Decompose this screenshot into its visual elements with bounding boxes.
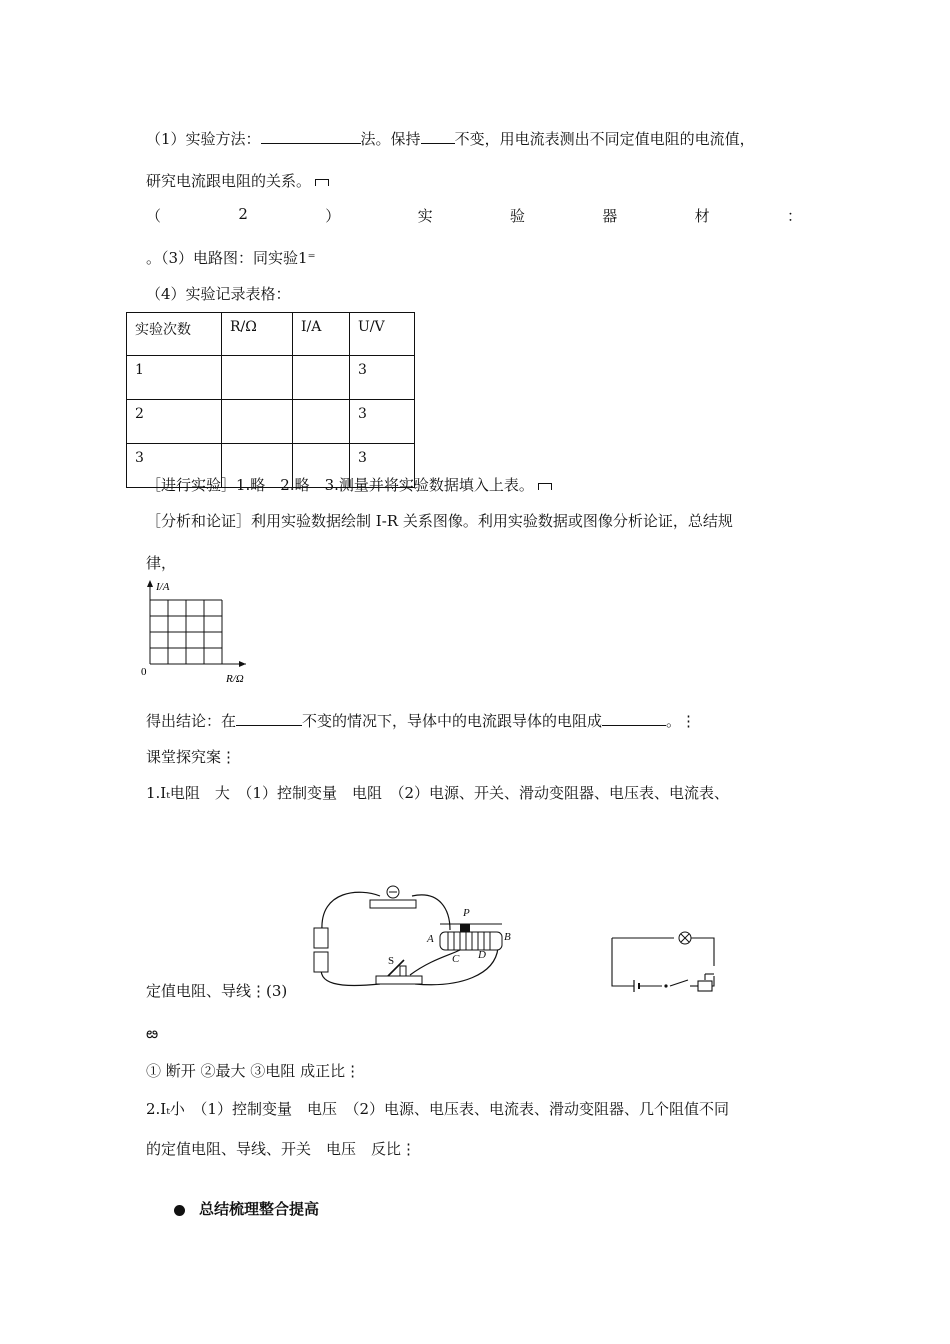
paragraph-mark [315, 179, 329, 186]
answer-1-line: 1.Iₜ电阻 大 （1）控制变量 电阻 （2）电源、开关、滑动变阻器、电压表、电流表、 [146, 784, 730, 802]
x-axis-label: R/Ω [226, 673, 244, 685]
scribble-mark: ఴ [146, 1024, 159, 1042]
table-cell [293, 356, 350, 400]
table-cell [222, 356, 293, 400]
paragraph-mark [538, 483, 552, 490]
terminal-label: B [504, 931, 511, 943]
terminal-label: C [452, 953, 460, 965]
answer-2-cont-line: 的定值电阻、导线、开关 电压 反比⋮ [146, 1140, 417, 1158]
record-table [126, 312, 415, 488]
circuit-schematic [604, 928, 724, 998]
relation-blank [602, 711, 666, 726]
y-arrow-icon [147, 580, 153, 587]
x-arrow-icon [239, 661, 246, 667]
y-axis-label: I/A [156, 581, 170, 593]
table-cell: 3 [127, 444, 222, 488]
table-cell: 1 [127, 356, 222, 400]
battery-icon [314, 928, 328, 972]
method-line: （1）实验方法： 法。保持 不变，用电流表测出不同定值电阻的电流值， [146, 130, 755, 148]
equipment-line: （ 2 ） 实 验 器 材 ： [146, 205, 802, 225]
table-row [127, 400, 415, 444]
table-header: I/A [293, 313, 350, 356]
answer-1-wire-line: 定值电阻、导线⋮(3) [146, 982, 288, 1000]
lamp-symbol-icon [679, 932, 691, 944]
method-blank [261, 129, 361, 144]
table-cell: 2 [127, 400, 222, 444]
study-line: 研究电流跟电阻的关系。 [146, 170, 329, 191]
answer-steps-line: ① 断开 ②最大 ③电阻 成正比⋮ [146, 1062, 361, 1080]
answer-2-line: 2.Iₜ小 （1）控制变量 电压 （2）电源、电压表、电流表、滑动变阻器、几个阻值不同 [146, 1100, 730, 1118]
table-cell: 3 [350, 356, 415, 400]
circuit-diagram-line: 。（3）电路图：同实验1⁼ [146, 249, 316, 267]
table-header: 实验次数 [127, 313, 222, 356]
table-header: R/Ω [222, 313, 293, 356]
summary-heading: 总结梳理整合提高 [174, 1198, 319, 1219]
switch-label: S [388, 955, 395, 967]
table-header-row [127, 313, 415, 356]
record-table-heading: （4）实验记录表格： [146, 285, 291, 303]
terminal-label: A [427, 933, 434, 945]
table-cell: 3 [350, 400, 415, 444]
terminal-label: P [463, 907, 470, 919]
analysis-line: ［分析和论证］利用实验数据绘制 I-R 关系图像。利用实验数据或图像分析论证，总结规 [146, 512, 733, 530]
table-row [127, 356, 415, 400]
law-line: 律， [146, 554, 177, 572]
condition-blank [236, 711, 302, 726]
switch-contact-icon [664, 984, 667, 987]
ir-graph [138, 576, 258, 688]
experiment-line: ［进行实验］1.略 2.略 3.测量并将实验数据填入上表。 [146, 474, 552, 495]
terminal-label: D [478, 949, 486, 961]
table-cell [293, 400, 350, 444]
table-cell [222, 400, 293, 444]
rheostat-icon [440, 924, 502, 950]
lamp-icon [370, 886, 416, 908]
bullet-icon [174, 1205, 185, 1216]
constant-blank [421, 129, 455, 144]
section-heading: 课堂探究案⋮ [146, 748, 237, 766]
table-header: U/V [350, 313, 415, 356]
conclusion-line: 得出结论：在 不变的情况下，导体中的电流跟导体的电阻成 。⋮ [146, 712, 697, 730]
circuit-illustration [300, 880, 520, 1000]
table-cell: 3 [350, 444, 415, 488]
origin-label: 0 [141, 666, 147, 678]
